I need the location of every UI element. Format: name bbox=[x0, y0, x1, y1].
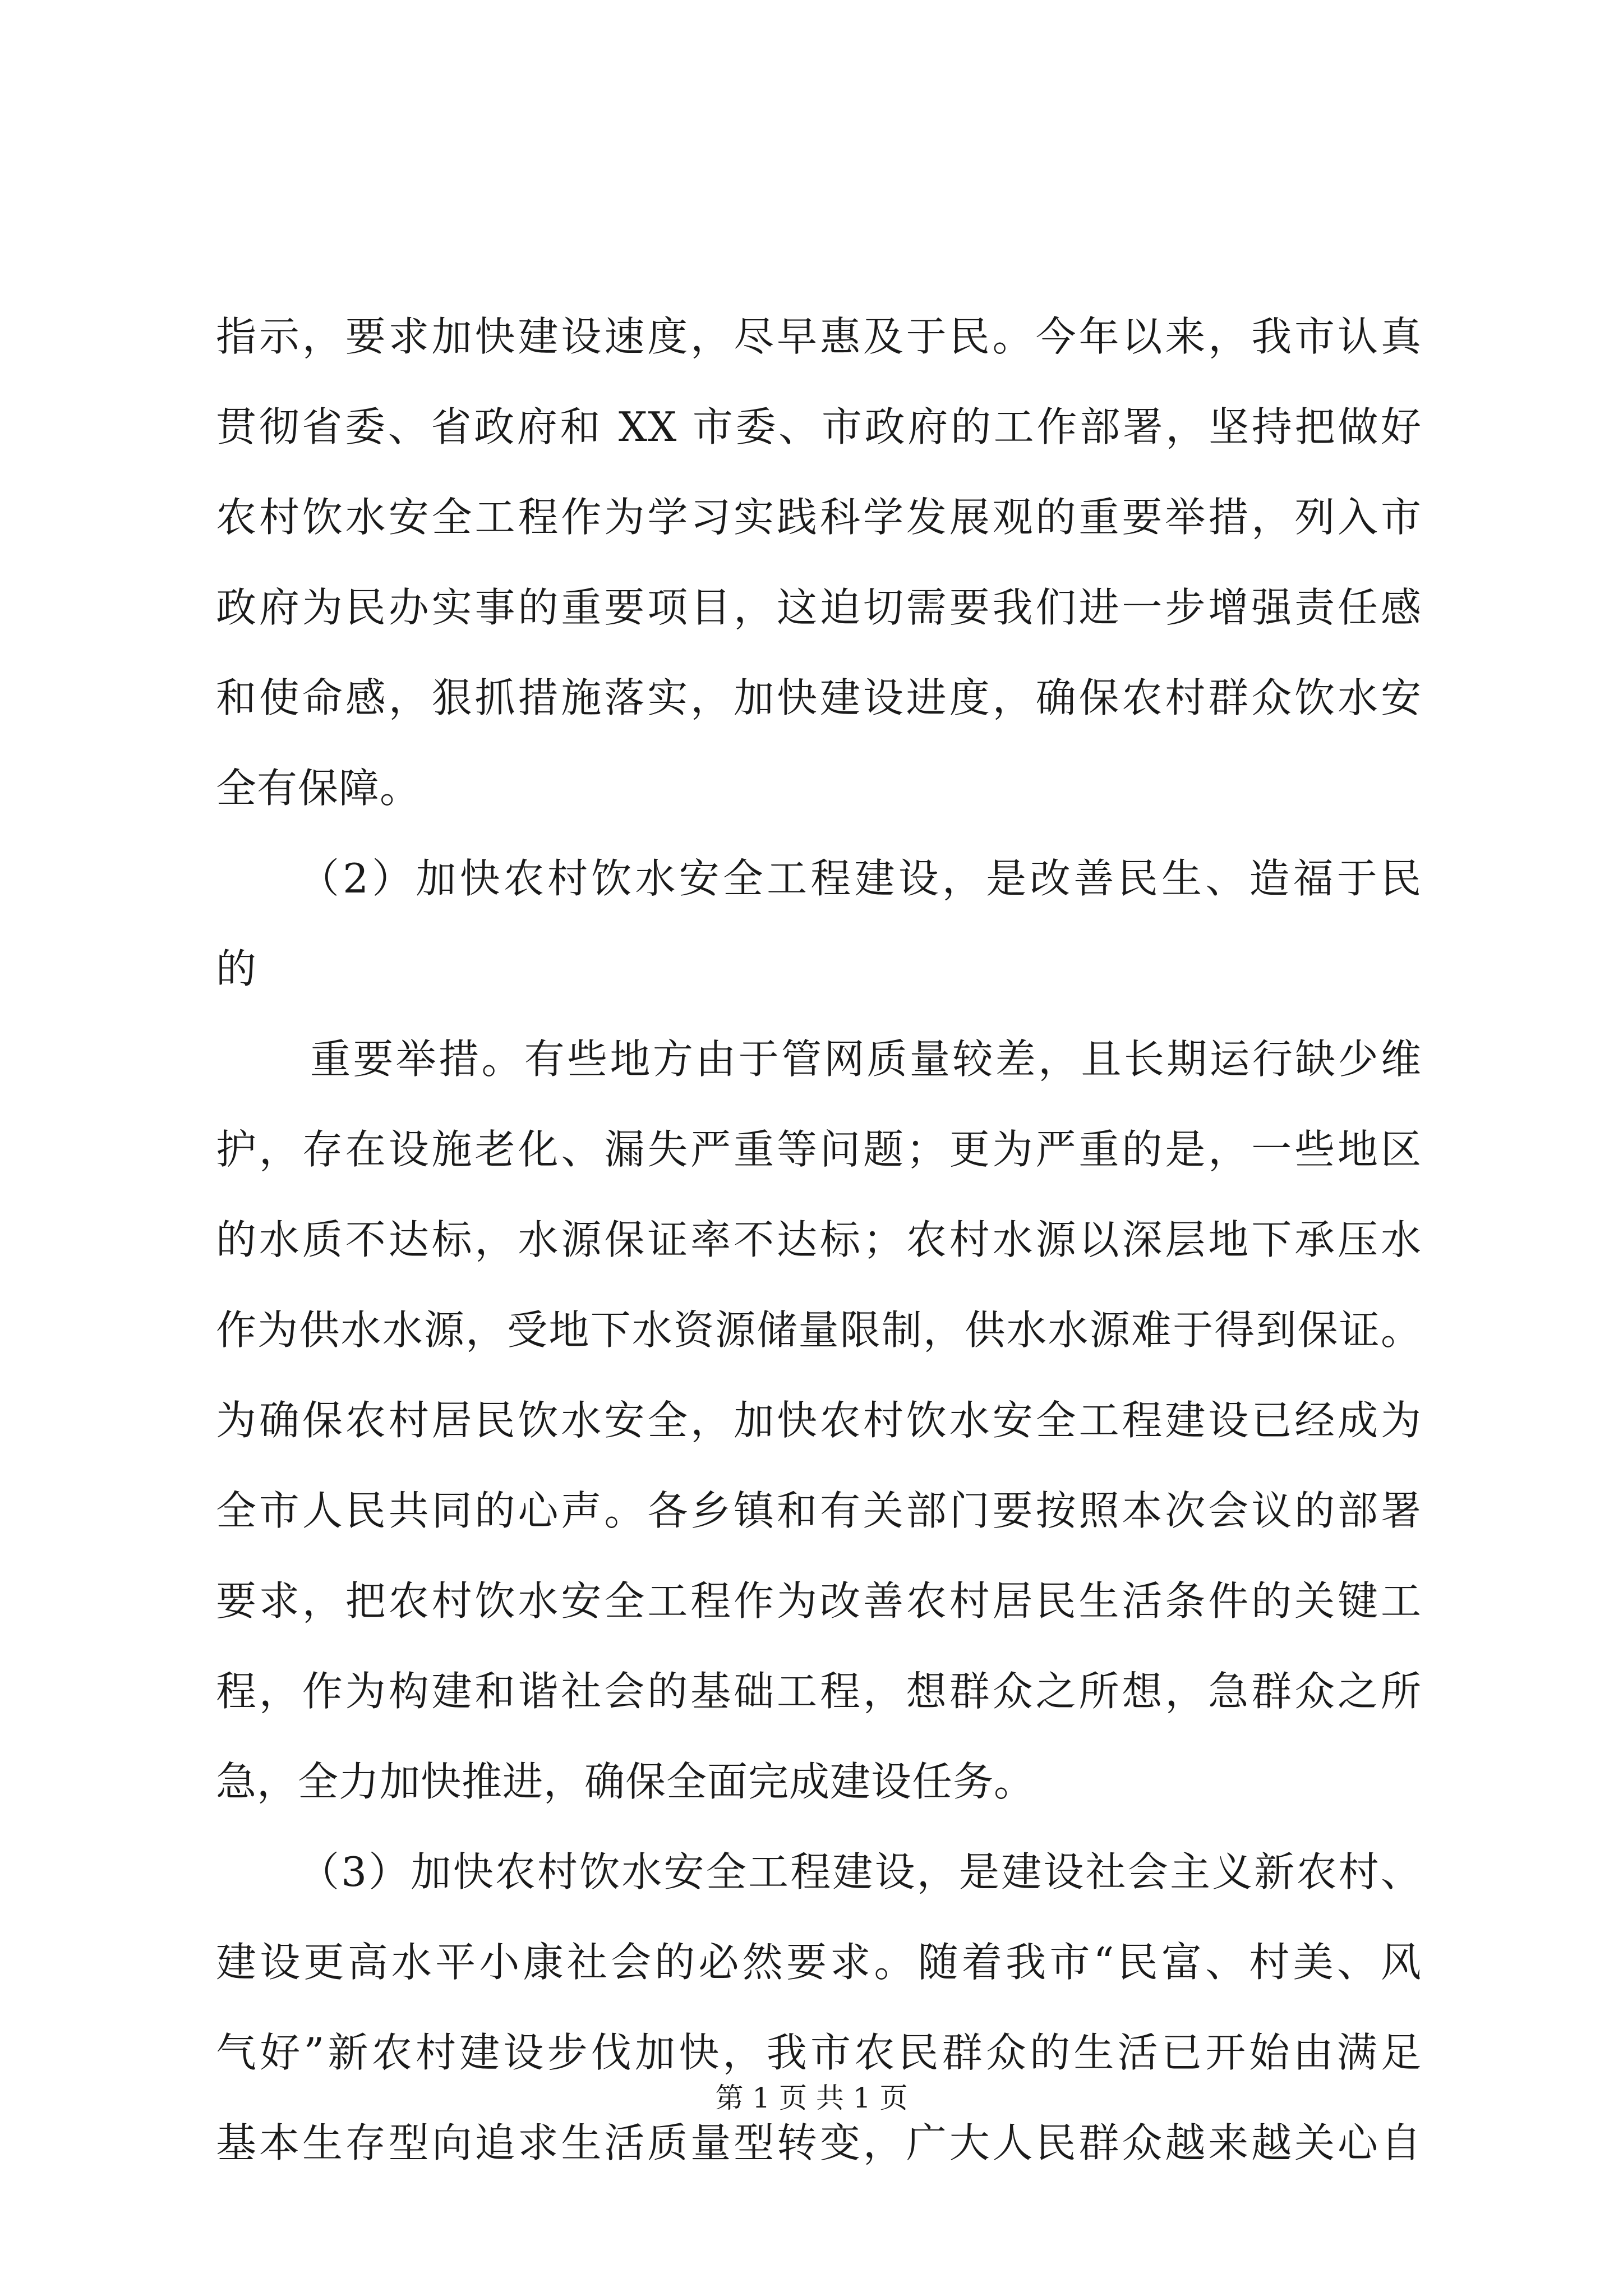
text-line: 的 bbox=[216, 945, 257, 992]
text-line: 护，存在设施老化、漏失严重等问题；更为严重的是，一些地区 bbox=[216, 1126, 1422, 1173]
section-heading-3: （3）加快农村饮水安全工程建设，是建设社会主义新农村、 bbox=[299, 1848, 1422, 1895]
text-line: 全有保障。 bbox=[216, 765, 421, 812]
page-number-footer: 第 1 页 共 1 页 bbox=[715, 2082, 908, 2114]
text-line: 重要举措。有些地方由于管网质量较差，且长期运行缺少维 bbox=[310, 1036, 1422, 1083]
section-heading-2: （2）加快农村饮水安全工程建设，是改善民生、造福于民 bbox=[299, 855, 1422, 902]
text-line: 急，全力加快推进，确保全面完成建设任务。 bbox=[216, 1758, 1035, 1805]
text-line: 指示，要求加快建设速度，尽早惠及于民。今年以来，我市认真 bbox=[216, 313, 1422, 360]
document-body bbox=[216, 292, 1422, 2188]
text-line: 政府为民办实事的重要项目，这迫切需要我们进一步增强责任感 bbox=[216, 584, 1422, 631]
text-line: 作为供水水源，受地下水资源储量限制，供水水源难于得到保证。 bbox=[216, 1306, 1422, 1354]
text-line: 程，作为构建和谐社会的基础工程，想群众之所想，急群众之所 bbox=[216, 1668, 1422, 1715]
text-line: 基本生存型向追求生活质量型转变，广大人民群众越来越关心自 bbox=[216, 2119, 1422, 2166]
text-line: 为确保农村居民饮水安全，加快农村饮水安全工程建设已经成为 bbox=[216, 1397, 1422, 1444]
text-line: 要求，把农村饮水安全工程作为改善农村居民生活条件的关键工 bbox=[216, 1577, 1422, 1625]
text-line: 建设更高水平小康社会的必然要求。随着我市“民富、村美、风 bbox=[216, 1939, 1422, 1986]
text-line: 气好”新农村建设步伐加快，我市农民群众的生活已开始由满足 bbox=[216, 2029, 1422, 2076]
text-line: 农村饮水安全工程作为学习实践科学发展观的重要举措，列入市 bbox=[216, 494, 1422, 541]
text-line: 和使命感，狠抓措施落实，加快建设进度，确保农村群众饮水安 bbox=[216, 674, 1422, 721]
text-line: 的水质不达标，水源保证率不达标；农村水源以深层地下承压水 bbox=[216, 1216, 1422, 1263]
text-line: 全市人民共同的心声。各乡镇和有关部门要按照本次会议的部署 bbox=[216, 1487, 1422, 1534]
text-line: 贯彻省委、省政府和 XX 市委、市政府的工作部署，坚持把做好 bbox=[216, 403, 1422, 450]
